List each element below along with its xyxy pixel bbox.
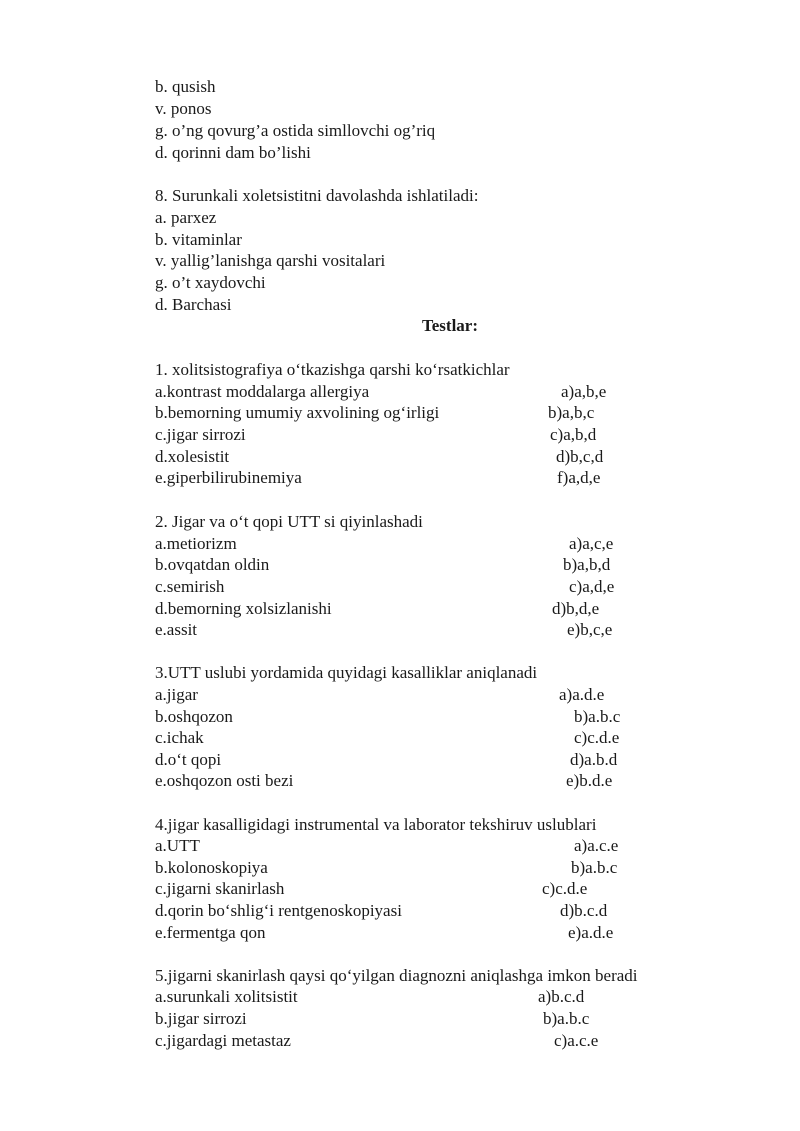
test-3-row xyxy=(0,684,800,706)
test-4-question: 4.jigar kasalligidagi instrumental va laborator tekshiruv uslublari xyxy=(155,815,597,834)
test-1-row xyxy=(0,402,800,424)
test-option: a.UTT xyxy=(155,836,200,855)
test-answer: e)b.d.e xyxy=(566,771,613,790)
test-1-row xyxy=(0,446,800,468)
test-5-row xyxy=(0,1030,800,1052)
test-answer: b)a.b.c xyxy=(543,1009,590,1028)
test-answer: c)c.d.e xyxy=(542,879,588,898)
test-1-row xyxy=(0,467,800,489)
test-answer: a)b.c.d xyxy=(538,987,585,1006)
test-2-row xyxy=(0,576,800,598)
test-answer: e)a.d.e xyxy=(568,923,614,942)
test-4-row xyxy=(0,900,800,922)
test-2-question: 2. Jigar va o‘t qopi UTT si qiyinlashadi xyxy=(155,512,423,531)
test-option: d.bemorning xolsizlanishi xyxy=(155,599,332,618)
test-option: e.oshqozon osti bezi xyxy=(155,771,294,790)
test-4-row xyxy=(0,835,800,857)
test-option: c.jigardagi metastaz xyxy=(155,1031,291,1050)
q8-option: g. o’t xaydovchi xyxy=(155,273,266,292)
test-answer: d)b.c.d xyxy=(560,901,608,920)
test-option: c.ichak xyxy=(155,728,204,747)
test-5-question: 5.jigarni skanirlash qaysi qo‘yilgan diagnozni aniqlashga imkon beradi xyxy=(155,966,638,985)
test-2-row xyxy=(0,619,800,641)
test-answer: d)b,c,d xyxy=(556,447,604,466)
test-answer: b)a,b,d xyxy=(563,555,611,574)
test-answer: d)a.b.d xyxy=(570,750,618,769)
test-answer: e)b,c,e xyxy=(567,620,613,639)
test-answer: c)c.d.e xyxy=(574,728,620,747)
test-4-row xyxy=(0,857,800,879)
test-2-row xyxy=(0,533,800,555)
test-option: c.jigarni skanirlash xyxy=(155,879,285,898)
test-option: b.oshqozon xyxy=(155,707,233,726)
tests-heading: Testlar: xyxy=(421,316,479,335)
question-8-text: 8. Surunkali xoletsistitni davolashda ishlatiladi: xyxy=(155,186,479,205)
test-5-row xyxy=(0,986,800,1008)
test-option: c.jigar sirrozi xyxy=(155,425,246,444)
test-2-row xyxy=(0,598,800,620)
test-answer: b)a.b.c xyxy=(571,858,618,877)
q8-option: a. parxez xyxy=(155,208,217,227)
test-answer: a)a.c.e xyxy=(574,836,619,855)
test-1-question: 1. xolitsistografiya o‘tkazishga qarshi ko‘rsatkichlar xyxy=(155,360,510,379)
test-option: b.jigar sirrozi xyxy=(155,1009,247,1028)
test-option: e.giperbilirubinemiya xyxy=(155,468,302,487)
test-option: a.jigar xyxy=(155,685,198,704)
test-answer: c)a,b,d xyxy=(550,425,597,444)
test-3-question: 3.UTT uslubi yordamida quyidagi kasalliklar aniqlanadi xyxy=(155,663,538,682)
test-option: d.qorin bo‘shlig‘i rentgenoskopiyasi xyxy=(155,901,402,920)
test-answer: d)b,d,e xyxy=(552,599,600,618)
test-1-row xyxy=(0,424,800,446)
test-4-row xyxy=(0,878,800,900)
test-3-row xyxy=(0,706,800,728)
test-option: b.ovqatdan oldin xyxy=(155,555,270,574)
test-option: c.semirish xyxy=(155,577,225,596)
q8-option: v. yallig’lanishga qarshi vositalari xyxy=(155,251,386,270)
test-option: d.o‘t qopi xyxy=(155,750,222,769)
prev-option: g. o’ng qovurg’a ostida simllovchi og’riq xyxy=(155,121,436,140)
test-answer: a)a.d.e xyxy=(559,685,605,704)
test-option: e.assit xyxy=(155,620,198,639)
q8-option: b. vitaminlar xyxy=(155,230,242,249)
test-4-row xyxy=(0,922,800,944)
test-3-row xyxy=(0,749,800,771)
test-option: a.metiorizm xyxy=(155,534,237,553)
test-answer: a)a,b,e xyxy=(561,382,607,401)
prev-option: d. qorinni dam bo’lishi xyxy=(155,143,311,162)
prev-option: v. ponos xyxy=(155,99,212,118)
test-option: b.kolonoskopiya xyxy=(155,858,268,877)
test-option: d.xolesistit xyxy=(155,447,230,466)
test-option: b.bemorning umumiy axvolining og‘irligi xyxy=(155,403,440,422)
test-3-row xyxy=(0,770,800,792)
test-option: a.surunkali xolitsistit xyxy=(155,987,298,1006)
test-answer: a)a,c,e xyxy=(569,534,614,553)
prev-option: b. qusish xyxy=(155,77,216,96)
test-option: a.kontrast moddalarga allergiya xyxy=(155,382,370,401)
test-3-row xyxy=(0,727,800,749)
test-answer: b)a,b,c xyxy=(548,403,595,422)
test-2-row xyxy=(0,554,800,576)
test-5-row xyxy=(0,1008,800,1030)
test-answer: b)a.b.c xyxy=(574,707,621,726)
test-answer: f)a,d,e xyxy=(557,468,601,487)
test-option: e.fermentga qon xyxy=(155,923,266,942)
test-answer: c)a.c.e xyxy=(554,1031,599,1050)
q8-option: d. Barchasi xyxy=(155,295,232,314)
test-answer: c)a,d,e xyxy=(569,577,615,596)
test-1-row xyxy=(0,381,800,403)
